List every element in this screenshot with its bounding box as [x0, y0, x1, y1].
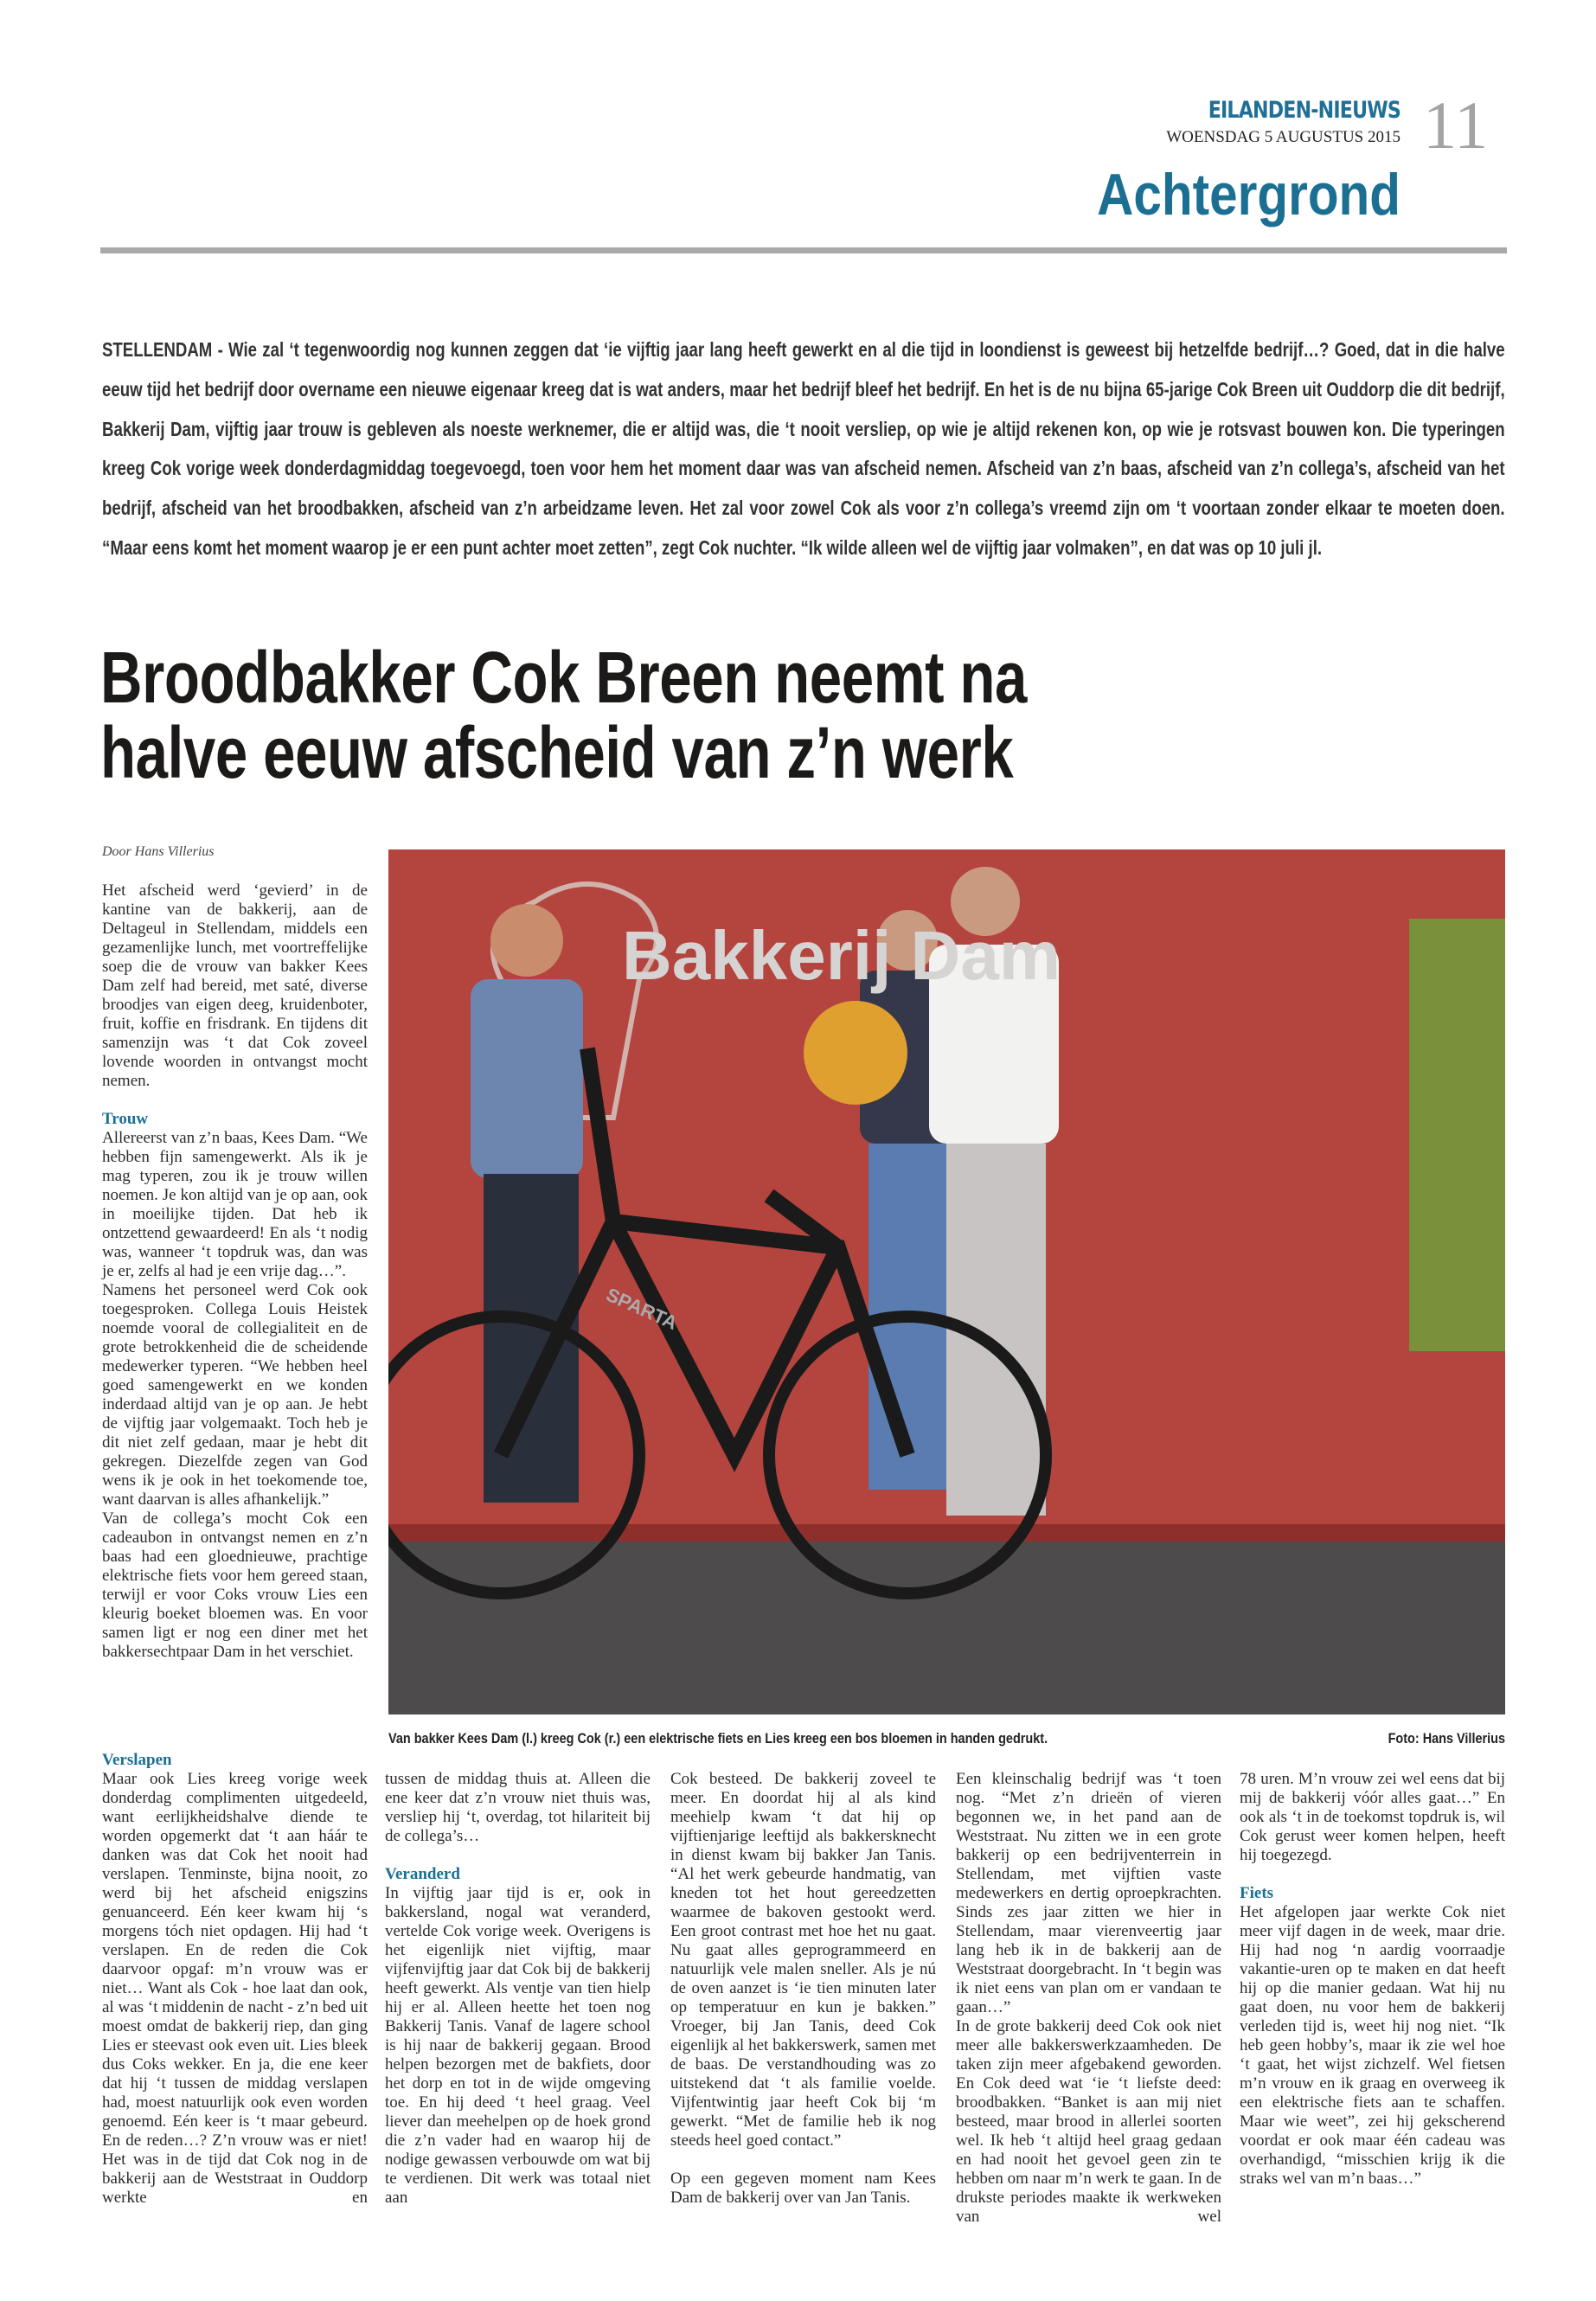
byline: Door Hans Villerius — [102, 844, 215, 859]
plant — [1409, 919, 1505, 1351]
subheading-trouw: Trouw — [102, 1110, 149, 1128]
paragraph: tussen de middag thuis at. Alleen die ene keer dat z’n vrouw niet thuis was, versliep hij ‘t, overdag, tot hilariteit bij de collega’s… — [385, 1770, 651, 1845]
paragraph: In de grote bakkerij deed Cok ook niet meer alle bakkerswerkzaamheden. De taken zijn meer afgebakend geworden. En Cok deed wat ‘ie ‘t liefste deed: broodbakken. “Banket is aan mij niet besteed, maar brood in allerlei soorten wel. Ik heb ‘t altijd heel graag gedaan en had nooit het gevoel geen zin te hebben om naar m’n werk te gaan. In de drukste periodes maakte ik werkweken van wel — [956, 2017, 1221, 2226]
paragraph: Maar ook Lies kreeg vorige week donderdag complimenten uitgedeeld, want eerlijkheidshalve diende te worden opgemerkt dat ‘t aan háár te danken was dat Cok het nooit had verslapen. Tenminste, bijna nooit, zo werd bij het afscheid enigszins genuanceerd. Eén keer kwam hij ‘s morgens tóch niet opdagen. Hij had ‘t verslapen. En de reden die Cok daarvoor opgaf: m’n vrouw was er niet… Want als Cok - hoe laat dan ook, al was ‘t middenin de nacht - z’n bed uit moest omdat de bakkerij riep, dan ging Lies er steevast ook even uit. Lies bleek dus Coks wekker. En ja, die ene keer dat hij ‘t tussen de middag verslapen had, moest natuurlijk ook even worden genoemd. Eén keer is ‘t maar gebeurd. En de reden…? Z’n vrouw was er niet! Het was in de tijd dat Cok nog in de bakkerij aan de Weststraat in Ouddorp werkte en — [102, 1770, 368, 2207]
paragraph: 78 uren. M’n vrouw zei wel eens dat bij mij de bakkerij vóór alles gaat…” En ook als ‘t in de toekomst topdruk is, wil Cok gerust weer komen helpen, heeft hij toegezegd. — [1240, 1770, 1505, 1864]
photo-caption: Van bakker Kees Dam (l.) kreeg Cok (r.) een elektrische fiets en Lies kreeg een bos bloemen in handen gedrukt. — [388, 1730, 1048, 1747]
paragraph: In vijftig jaar tijd is er, ook in bakkersland, nogal wat veranderd, vertelde Cok vorige week. Overigens is het eigenlijk niet vijftig, maar vijfenvijftig jaar dat Cok bij de bakkerij heeft gewerkt. Als ventje van tien hielp hij er al. Alleen heette het toen nog Bakkerij Tanis. Vanaf de lagere school is hij naar de bakkerij gegaan. Brood helpen bezorgen met de bakfiets, door het dorp en tot in de wijde omgeving toe. En hij deed ‘t heel graag. Veel liever dan meehelpen op de hoek grond die z’n vader had en waarop hij de nodige gewassen verbouwde om wat bij te verdienen. Dit werk was totaal niet aan — [385, 1884, 651, 2207]
article-column-2 — [385, 1770, 651, 2208]
article-column-1-top — [102, 881, 368, 1662]
article-column-3 — [670, 1770, 936, 2208]
article-column-5 — [1240, 1770, 1505, 2189]
paragraph: Van de collega’s mocht Cok een cadeaubon in ontvangst nemen en z’n baas had een gloednieuwe, prachtige elektrische fiets voor hem gereed staan, terwijl er voor Coks vrouw Lies een kleurig boeket bloemen was. En voor samen ligt er nog een diner met het bakkersechtpaar Dam in het verschiet. — [102, 1509, 368, 1661]
subheading-verslapen: Verslapen — [102, 1751, 172, 1769]
paragraph: Op een gegeven moment nam Kees Dam de bakkerij over van Jan Tanis. — [670, 2170, 936, 2207]
subheading-veranderd: Veranderd — [385, 1865, 460, 1883]
intro-paragraph: STELLENDAM - Wie zal ‘t tegenwoordig nog kunnen zeggen dat ‘ie vijftig jaar lang heeft gewerkt en al die tijd in loondienst is geweest bij hetzelfde bedrijf…? Goed, dat in die halve eeuw tijd het bedrijf door overname een nieuwe eigenaar kreeg dat is wat anders, maar het bedrijf bleef het bedrijf. En het is de nu bijna 65-jarige Cok Breen uit Ouddorp die dit bedrijf, Bakkerij Dam, vijftig jaar trouw is gebleven als noeste werknemer, die er altijd was, die ‘t nooit versliep, op wie je altijd rekenen kon, op wie je rotsvast bouwen kon. Die typeringen kreeg Cok vorige week donderdagmiddag toegevoegd, toen voor hem het moment daar was van afscheid nemen. Afscheid van z’n baas, afscheid van z’n collega’s, afscheid van het bedrijf, afscheid van het broodbakken, afscheid van z’n arbeidzame leven. Het zal voor zowel Cok als voor z’n collega’s vreemd zijn om ‘t voortaan zonder elkaar te moeten doen. “Maar eens komt het moment waarop je er een punt achter moet zetten”, zegt Cok nuchter. “Ik wilde alleen wel de vijftig jaar volmaken”, en dat was op 10 juli jl. — [102, 338, 1505, 559]
paragraph: Het afgelopen jaar werkte Cok niet meer vijf dagen in de week, maar drie. Hij had nog ‘n aardig voorraadje vakantie-uren op te maken en dat heeft hij op die manier gedaan. Wat hij nu gaat doen, nu voor hem de bakkerij verleden tijd is, weet hij nog niet. “Ik heb geen hobby’s, maar ik zie wel hoe ‘t gaat, het wijst zichzelf. Wel fietsen m’n vrouw en ik graag en overweeg ik een elektrische fiets aan te schaffen. Maar wie weet”, zei hij gekscherend voordat er ook maar één cadeau was overhandigd, “misschien krijg ik die straks wel van m’n baas…” — [1240, 1903, 1505, 2188]
page-number: 11 — [1423, 87, 1489, 163]
bike-brand: SPARTA — [602, 1283, 681, 1335]
sign-text: Bakkerij Dam — [622, 917, 1061, 994]
article-column-4 — [956, 1770, 1221, 2227]
section-title: Achtergrond — [1097, 162, 1401, 228]
paragraph: Een kleinschalig bedrijf was ‘t toen nog. “Met z’n drieën of vieren begonnen we, in het pand aan de Weststraat. Nu zitten we in een grote bakkerij op een bedrijventerrein in Stellendam, met vijftien vaste medewerkers en dertig oproepkrachten. Sinds zes jaar zitten we hier in Stellendam, maar vierenveertig jaar lang heb ik in de bakkerij aan de Weststraat doorgebracht. In ‘t begin was ik niet eens van plan om er vandaan te gaan…” — [956, 1770, 1221, 2016]
article-photo — [388, 849, 1505, 1715]
photo-credit: Foto: Hans Villerius — [1388, 1730, 1505, 1747]
newspaper-logo: EILANDEN-NIEUWS — [1208, 97, 1401, 124]
headline-line-1: Broodbakker Cok Breen neemt na — [100, 637, 1027, 718]
paragraph: Namens het personeel werd Cok ook toegesproken. Collega Louis Heistek noemde vooral de collegialiteit en de grote betrokkenheid die de scheidende medewerker typeren. “We hebben heel goed samengewerkt en we konden inderdaad altijd van je op aan. Je hebt de vijftig jaar volgemaakt. Toch heb je dit niet zelf gedaan, maar je hebt dit gekregen. Diezelfde zegen van God wens ik je ook in het toekomende toe, want daarvan is alles afhankelijk.” — [102, 1281, 368, 1509]
paragraph: Cok besteed. De bakkerij zoveel te meer. En doordat hij al als kind meehielp kwam ‘t dat hij op vijftienjarige leeftijd als bakkersknecht in dienst kwam bij bakker Jan Tanis. “Al het werk gebeurde handmatig, van kneden tot het hout gereedzetten waarmee de bakoven gestookt werd. Een groot contrast met hoe het nu gaat. Nu gaat alles geprogrammeerd en natuurlijk vele malen sneller. Als je nú de oven aanzet is ‘ie tien minuten later op temperatuur en kun je bakken.” Vroeger, bij Jan Tanis, deed Cok eigenlijk al het bakkerswerk, samen met de baas. De verstandhouding was zo uitstekend dat ‘t als familie voelde. Vijfentwintig jaar heeft Cok bij ‘m gewerkt. “Met de familie heb ik nog steeds heel goed contact.” — [670, 1770, 936, 2150]
subheading-fiets: Fiets — [1240, 1884, 1274, 1902]
paragraph: Allereerst van z’n baas, Kees Dam. “We hebben fijn samengewerkt. Als ik je mag typeren, zou ik je trouw willen noemen. Je kon altijd van je op aan, ook in moeilijke tijden. Dat heb ik ontzettend gewaardeerd! En als ‘t nodig was, wanneer ‘t topdruk was, dan was je er, zelfs al had je een vrije dag…”. — [102, 1129, 368, 1280]
photo-illustration — [388, 849, 1505, 1715]
headline-line-2: halve eeuw afscheid van z’n werk — [100, 712, 1014, 793]
section-divider — [100, 247, 1507, 253]
article-column-1-bottom — [102, 1751, 368, 2208]
paragraph: Het afscheid werd ‘gevierd’ in de kantine van de bakkerij, aan de Deltageul in Stellendam, middels een gezamenlijke lunch, met voortreffelijke soep die de vrouw van bakker Kees Dam zelf had bereid, met saté, diverse broodjes van eigen deeg, kruidenboter, fruit, koffie en frisdrank. En tijdens dit samenzijn was ‘t dat Cok zoveel lovende woorden in ontvangst mocht nemen. — [102, 881, 368, 1090]
issue-date: WOENSDAG 5 AUGUSTUS 2015 — [1166, 128, 1401, 146]
